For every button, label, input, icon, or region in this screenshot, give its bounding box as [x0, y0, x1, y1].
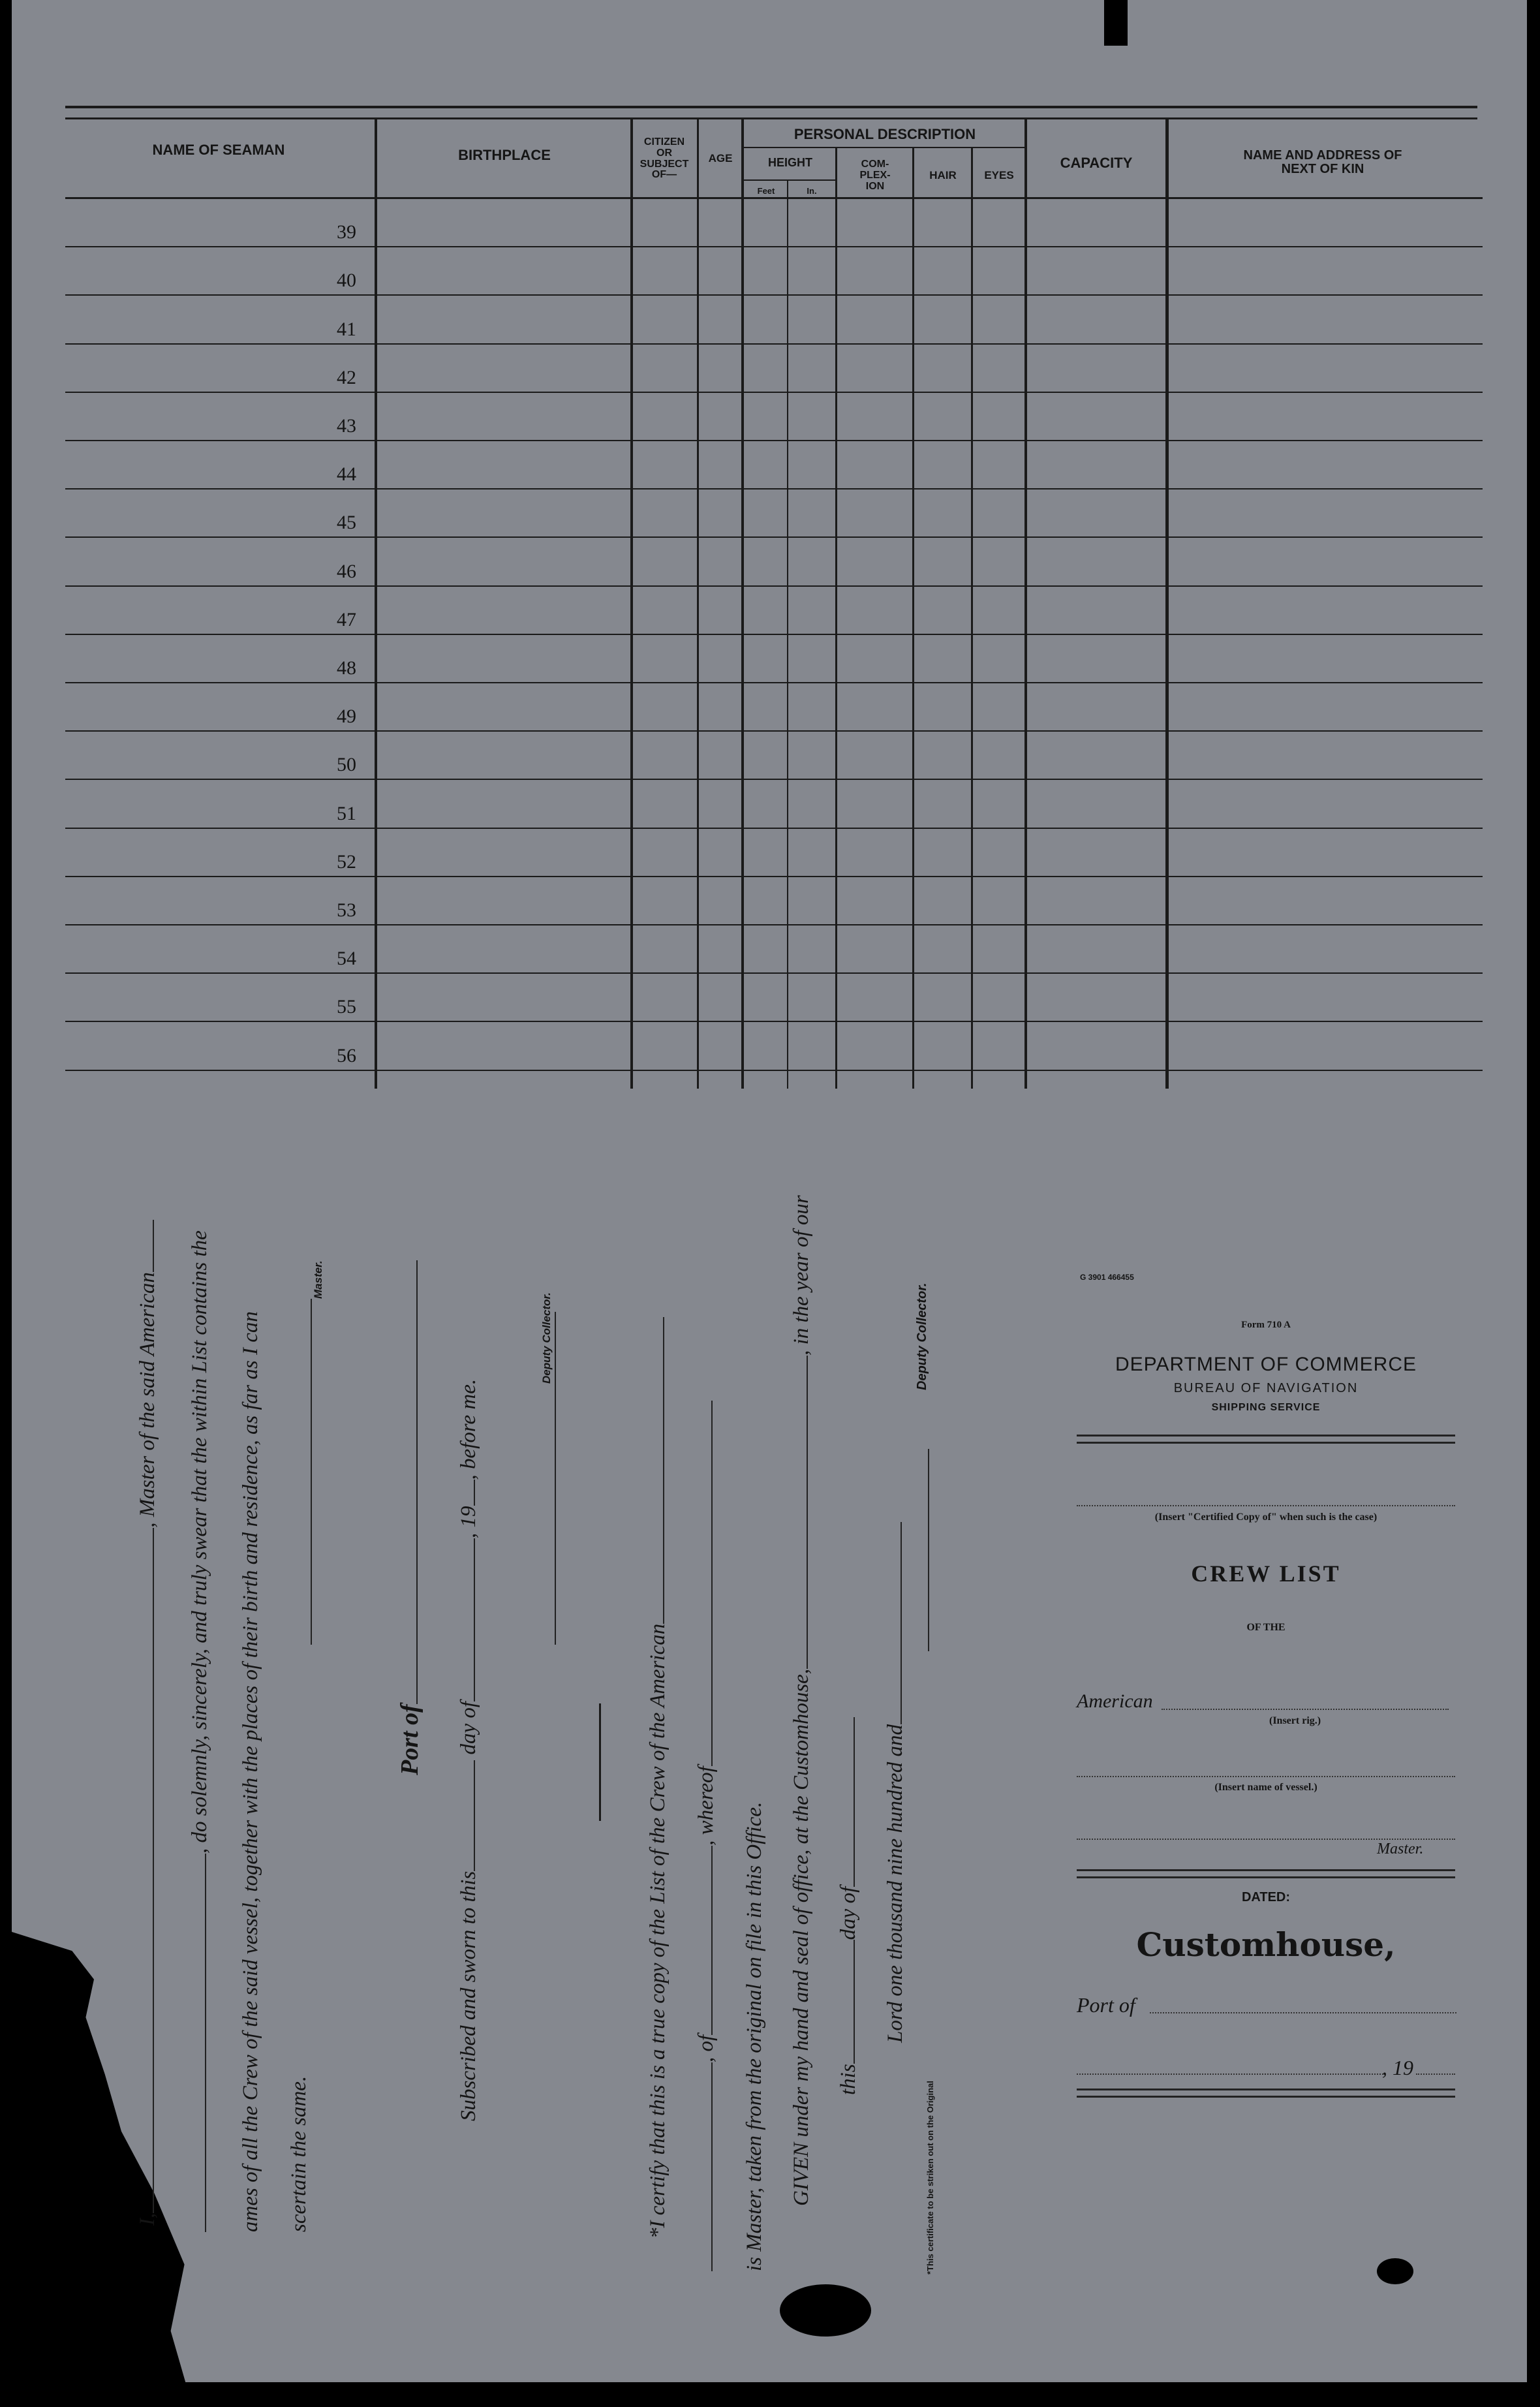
- customhouse-title: Customhouse,: [1136, 1925, 1396, 1964]
- header-height: HEIGHT: [767, 156, 812, 169]
- certificate-collector-line: [911, 1449, 935, 1651]
- form-number: Form 710 A: [1241, 1320, 1291, 1330]
- dated-label: DATED:: [1241, 1890, 1291, 1904]
- seaman-entry-cell[interactable]: [65, 247, 372, 293]
- print-code: G 3901 466455: [1080, 1273, 1134, 1282]
- of-the-label: OF THE: [1246, 1622, 1286, 1633]
- row-number: 43: [337, 415, 356, 437]
- seaman-entry-cell[interactable]: [65, 974, 372, 1019]
- row-number: 54: [337, 948, 356, 970]
- certificate-line-3: is Master, taken from the original on file in this Office.: [743, 1801, 766, 2271]
- insert-rig-note: (Insert rig.): [1269, 1715, 1321, 1726]
- certificate-line-6: Lord one thousand nine hundred and: [884, 1522, 908, 2043]
- certificate-line-1: *I certify that this is a true copy of the List of the Crew of the American: [646, 1317, 670, 2239]
- insert-note: (Insert "Certified Copy of" when such is the case): [1154, 1512, 1378, 1523]
- header-hair: HAIR: [929, 169, 957, 181]
- row-number: 39: [337, 221, 356, 243]
- row-number: 53: [337, 899, 356, 921]
- subscribed-line: Subscribed and sworn to this day of, 19, before me.: [457, 1378, 480, 2121]
- header-inches: In.: [807, 186, 817, 196]
- seaman-entry-cell[interactable]: [65, 635, 372, 681]
- seaman-entry-cell[interactable]: [65, 925, 372, 971]
- collector-label: Deputy Collector.: [540, 1292, 553, 1384]
- header-birthplace: BIRTHPLACE: [458, 147, 551, 163]
- seaman-entry-cell[interactable]: [65, 587, 372, 632]
- oath-line-3: ames of all the Crew of the said vessel, together with the places of their birth and residence, as far as I can: [239, 1311, 262, 2232]
- row-number: 52: [337, 850, 356, 873]
- header-capacity: CAPACITY: [1060, 155, 1133, 171]
- divider: [599, 1703, 601, 1821]
- seaman-entry-cell[interactable]: [65, 441, 372, 487]
- header-next-of-kin: NAME AND ADDRESS OF NEXT OF KIN: [1243, 148, 1402, 176]
- year-label: , 19: [1382, 2056, 1413, 2079]
- department-title: DEPARTMENT OF COMMERCE: [1115, 1354, 1417, 1375]
- certificate-line-5: thisday of: [837, 1717, 861, 2095]
- header-eyes: EYES: [984, 169, 1014, 181]
- row-number: 51: [337, 802, 356, 824]
- certificate-line-4: GIVEN under my hand and seal of office, at the Customhouse,, in the year of our: [790, 1195, 813, 2206]
- year-field[interactable]: [1416, 2073, 1455, 2075]
- header-name-of-seaman: NAME OF SEAMAN: [152, 142, 285, 158]
- seaman-entry-cell[interactable]: [65, 732, 372, 777]
- double-rule: [1077, 2089, 1455, 2098]
- oath-line-4: scertain the same.: [287, 2075, 311, 2232]
- row-number: 45: [337, 512, 356, 534]
- paper-hole: [1377, 2258, 1413, 2284]
- certificate-collector-label: Deputy Collector.: [915, 1282, 929, 1390]
- row-line: [65, 1070, 1483, 1071]
- service-title: SHIPPING SERVICE: [1211, 1402, 1321, 1413]
- certified-copy-field[interactable]: [1077, 1504, 1455, 1506]
- american-label: American: [1077, 1690, 1153, 1712]
- torn-edge: [1104, 0, 1128, 46]
- master-label-cover: Master.: [1377, 1840, 1424, 1857]
- port-field[interactable]: [1150, 2011, 1456, 2013]
- rig-field[interactable]: [1162, 1708, 1449, 1710]
- row-number: 56: [337, 1044, 356, 1066]
- seaman-entry-cell[interactable]: [65, 296, 372, 341]
- header-age: AGE: [708, 152, 733, 164]
- seaman-entry-cell[interactable]: [65, 538, 372, 583]
- row-number: 48: [337, 657, 356, 679]
- seaman-entry-cell[interactable]: [65, 345, 372, 390]
- row-number: 55: [337, 996, 356, 1018]
- seaman-entry-cell[interactable]: [65, 683, 372, 729]
- row-number: 49: [337, 706, 356, 728]
- certificate-footnote: *This certificate to be striken out on the Original: [925, 2081, 935, 2275]
- vessel-name-field[interactable]: [1077, 1775, 1455, 1777]
- row-number: 40: [337, 270, 356, 292]
- port-of-cover-label: Port of: [1077, 1993, 1135, 2017]
- date-field[interactable]: [1077, 2073, 1383, 2075]
- master-signature-line: [294, 1299, 318, 1645]
- header-feet: Feet: [757, 186, 775, 196]
- crew-list-title: CREW LIST: [1191, 1561, 1341, 1587]
- paper-hole: [780, 2284, 871, 2337]
- master-label: Master.: [312, 1260, 324, 1299]
- seaman-entry-cell[interactable]: [65, 829, 372, 875]
- double-rule: [1077, 1869, 1455, 1878]
- seaman-entry-cell[interactable]: [65, 489, 372, 535]
- seaman-entry-cell[interactable]: [65, 780, 372, 826]
- seaman-entry-cell[interactable]: [65, 1022, 372, 1068]
- seaman-entry-cell[interactable]: [65, 393, 372, 439]
- seaman-entry-cell[interactable]: [65, 199, 372, 245]
- row-number: 41: [337, 318, 356, 340]
- header-complexion: COM- PLEX- ION: [859, 159, 891, 192]
- certificate-line-2: , of, whereof: [694, 1401, 718, 2271]
- row-number: 42: [337, 366, 356, 388]
- row-number: 46: [337, 560, 356, 582]
- insert-vessel-note: (Insert name of vessel.): [1214, 1782, 1317, 1793]
- header-personal-description: PERSONAL DESCRIPTION: [793, 126, 976, 142]
- seaman-entry-cell[interactable]: [65, 877, 372, 923]
- double-rule: [1077, 1435, 1455, 1444]
- oath-line-2: , do solemnly, sincerely, and truly swear that the within List contains the: [188, 1230, 212, 2232]
- bureau-title: BUREAU OF NAVIGATION: [1173, 1381, 1359, 1395]
- row-number: 44: [337, 463, 356, 486]
- row-number: 47: [337, 608, 356, 630]
- row-number: 50: [337, 754, 356, 776]
- oath-line-1: I,, Master of the said American: [136, 1220, 160, 2226]
- master-name-field[interactable]: [1077, 1838, 1455, 1840]
- port-of-label: Port of: [395, 1260, 424, 1775]
- header-citizen: CITIZEN OR SUBJECT OF—: [639, 136, 689, 181]
